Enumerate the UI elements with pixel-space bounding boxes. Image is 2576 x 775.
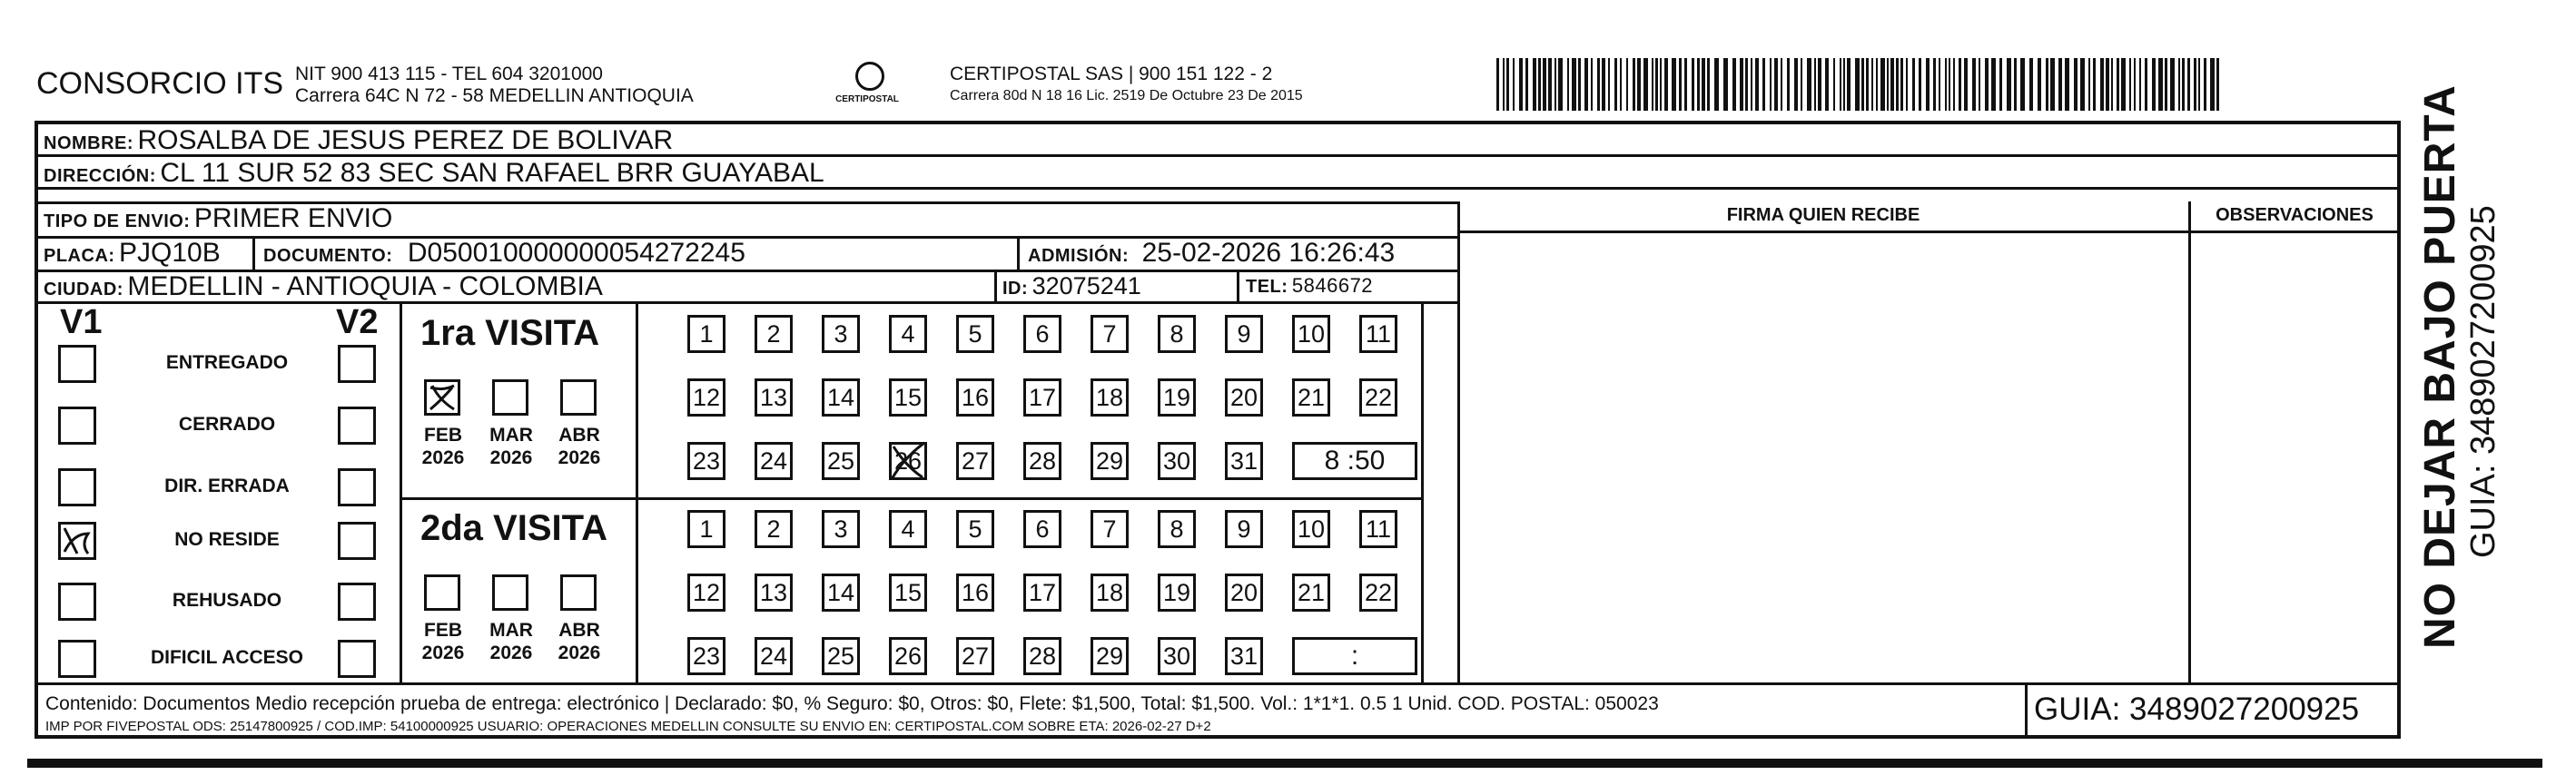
placa-cell [44,238,221,269]
day-box[interactable]: 4 [889,510,927,548]
day-box[interactable]: 26 [889,637,927,675]
day-box[interactable]: 28 [1023,442,1061,480]
day-box[interactable]: 16 [956,378,994,417]
nit-line: NIT 900 413 115 - TEL 604 3201000 [295,64,603,84]
day-box[interactable]: 20 [1225,574,1263,612]
id-value: 32075241 [1031,272,1141,299]
tipo-value: PRIMER ENVIO [193,203,393,233]
id-cell [1002,272,1141,300]
day-box[interactable]: 17 [1023,378,1061,417]
day-box[interactable]: 6 [1023,315,1061,353]
visit-title: 1ra VISITA [420,313,600,353]
certipostal-logo [835,60,899,113]
day-box[interactable]: 24 [755,637,793,675]
month-label: FEB 2026 [421,425,465,468]
day-box[interactable]: 1 [687,315,725,353]
day-box[interactable]: 6 [1023,510,1061,548]
day-box[interactable]: 28 [1023,637,1061,675]
day-box[interactable]: 26 [889,442,927,480]
day-box[interactable]: 5 [956,315,994,353]
day-box[interactable]: 18 [1091,378,1129,417]
courier-address-line: Carrera 80d N 18 16 Lic. 2519 De Octubre 23 De 2015 [950,88,1303,103]
day-box[interactable]: 2 [755,315,793,353]
status-label: NO RESIDE [174,529,280,550]
admision-value: 25-02-2026 16:26:43 [1141,238,1396,268]
admision-label: ADMISIÓN: [1028,246,1130,266]
day-box[interactable]: 27 [956,442,994,480]
v2-checkbox[interactable] [338,583,376,621]
direccion-label: DIRECCIÓN: [44,166,156,186]
tipo-row [44,203,392,234]
v1-header: V1 [60,303,103,341]
ciudad-value: MEDELLIN - ANTIOQUIA - COLOMBIA [127,271,603,301]
tel-cell [1246,274,1373,298]
day-box[interactable]: 2 [755,510,793,548]
day-box[interactable]: 18 [1091,574,1129,612]
side-guia-number: GUIA: 3489027200925 [2464,205,2502,558]
v1-checkbox[interactable] [58,407,96,445]
day-box[interactable]: 10 [1292,315,1330,353]
day-box[interactable]: 23 [687,442,725,480]
footer-print-line: IMP POR FIVEPOSTAL ODS: 25147800925 / COD.IMP: 54100000925 USUARIO: OPERACIONES MEDELLIN CONSULTE SU ENVIO EN: CERTIPOSTAL.COM SOBRE ETA: 2026-02-27 D+2 [45,719,1211,734]
day-box[interactable]: 15 [889,378,927,417]
bottom-edge-bar [27,759,2542,768]
day-box[interactable]: 22 [1359,574,1397,612]
day-box[interactable]: 20 [1225,378,1263,417]
day-check-mark-icon [886,439,930,483]
month-checkbox[interactable] [424,574,460,611]
admision-cell [1028,238,1395,269]
placa-label: PLACA: [44,246,115,266]
visit-title: 2da VISITA [420,508,607,548]
day-box[interactable]: 22 [1359,378,1397,417]
footer-content-line: Contenido: Documentos Medio recepción prueba de entrega: electrónico | Declarado: $0, % Seguro: $0, Otros: $0, Flete: $1,500, Total: $1,500. Vol.: 1*1*1. 0.5 1 Unid. COD. POSTAL: 050023 [45,693,1659,714]
v1-checkbox[interactable] [58,640,96,678]
barcode [1496,58,2223,111]
courier-info [950,64,1303,107]
day-box[interactable]: 14 [822,574,860,612]
day-box[interactable]: 4 [889,315,927,353]
tel-value: 5846672 [1291,274,1374,297]
documento-value: D050010000000054272245 [407,238,745,268]
day-box[interactable]: 25 [822,637,860,675]
month-checkbox[interactable] [424,379,460,416]
tipo-label: TIPO DE ENVIO: [44,211,191,231]
placa-value: PJQ10B [119,238,221,268]
id-label: ID: [1002,279,1029,299]
day-box[interactable]: 30 [1158,442,1196,480]
month-label: ABR 2026 [558,620,601,663]
documento-cell [263,238,745,269]
day-box[interactable]: 9 [1225,315,1263,353]
day-box[interactable]: 17 [1023,574,1061,612]
day-box[interactable]: 11 [1359,510,1397,548]
v1-checkbox[interactable] [58,345,96,383]
ciudad-cell [44,271,603,302]
month-checkbox[interactable] [560,574,597,611]
day-box[interactable]: 12 [687,574,725,612]
day-box[interactable]: 23 [687,637,725,675]
day-box[interactable]: 11 [1359,315,1397,353]
day-box[interactable]: 13 [755,378,793,417]
day-box[interactable]: 7 [1091,315,1129,353]
observaciones-header: OBSERVACIONES [2216,205,2374,225]
day-box[interactable]: 14 [822,378,860,417]
day-box[interactable]: 19 [1158,378,1196,417]
day-box[interactable]: 9 [1225,510,1263,548]
documento-label: DOCUMENTO: [263,246,393,266]
day-box[interactable]: 29 [1091,637,1129,675]
day-box[interactable]: 19 [1158,574,1196,612]
day-box[interactable]: 25 [822,442,860,480]
month-label: ABR 2026 [558,425,601,468]
visit-time-box[interactable]: : [1292,637,1417,675]
firma-header: FIRMA QUIEN RECIBE [1726,205,1920,225]
no-dejar-bajo-puerta-notice: NO DEJAR BAJO PUERTA [2416,84,2464,649]
v2-checkbox[interactable] [338,640,376,678]
day-box[interactable]: 31 [1225,442,1263,480]
day-box[interactable]: 8 [1158,315,1196,353]
nombre-label: NOMBRE: [44,133,134,153]
month-checkbox[interactable] [560,379,597,416]
status-label: ENTREGADO [165,352,289,373]
month-label: MAR 2026 [489,620,533,663]
v1-checkbox[interactable] [58,522,96,560]
month-checkbox[interactable] [492,574,528,611]
day-box[interactable]: 3 [822,315,860,353]
status-label: DIFICIL ACCESO [150,647,303,668]
v2-header: V2 [336,303,379,341]
company-info [295,64,694,107]
day-box[interactable]: 5 [956,510,994,548]
day-box[interactable]: 1 [687,510,725,548]
month-label: FEB 2026 [421,620,465,663]
ciudad-label: CIUDAD: [44,280,123,299]
direccion-row [44,158,824,189]
status-label: REHUSADO [172,590,282,611]
day-box[interactable]: 15 [889,574,927,612]
v2-checkbox[interactable] [338,468,376,506]
day-box[interactable]: 31 [1225,637,1263,675]
guia-number: GUIA: 3489027200925 [2034,692,2360,727]
day-box[interactable]: 13 [755,574,793,612]
day-box[interactable]: 3 [822,510,860,548]
visit-time-box[interactable]: 8 :50 [1292,442,1417,480]
day-box[interactable]: 10 [1292,510,1330,548]
day-box[interactable]: 16 [956,574,994,612]
status-label: DIR. ERRADA [164,476,290,496]
day-box[interactable]: 21 [1292,574,1330,612]
day-box[interactable]: 30 [1158,637,1196,675]
day-box[interactable]: 24 [755,442,793,480]
nombre-value: ROSALBA DE JESUS PEREZ DE BOLIVAR [137,125,674,155]
day-box[interactable]: 8 [1158,510,1196,548]
v2-checkbox[interactable] [338,407,376,445]
company-name: CONSORCIO ITS [36,66,284,101]
address-line: Carrera 64C N 72 - 58 MEDELLIN ANTIOQUIA [295,85,694,106]
month-label: MAR 2026 [489,425,533,468]
v1-checkbox[interactable] [58,583,96,621]
direccion-value: CL 11 SUR 52 83 SEC SAN RAFAEL BRR GUAYABAL [160,158,824,188]
day-box[interactable]: 7 [1091,510,1129,548]
day-box[interactable]: 27 [956,637,994,675]
day-box[interactable]: 29 [1091,442,1129,480]
v2-checkbox[interactable] [338,345,376,383]
v2-checkbox[interactable] [338,522,376,560]
tel-label: TEL: [1246,277,1288,297]
day-box[interactable]: 21 [1292,378,1330,417]
nombre-row [44,125,673,156]
logo-ring-icon [855,62,884,91]
status-label: CERRADO [178,414,276,435]
month-checkbox[interactable] [492,379,528,416]
day-box[interactable]: 12 [687,378,725,417]
v1-checkbox[interactable] [58,468,96,506]
logo-text: CERTIPOSTAL [835,94,899,104]
courier-nit-line: CERTIPOSTAL SAS | 900 151 122 - 2 [950,64,1273,84]
